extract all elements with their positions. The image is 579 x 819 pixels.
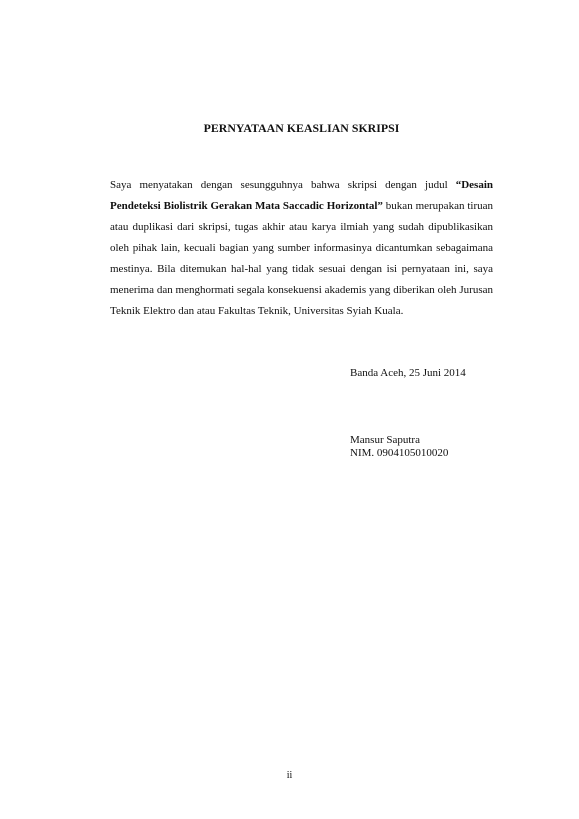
statement-paragraph — [110, 175, 493, 322]
statement-intro: Saya menyatakan dengan sesungguhnya bahwa skripsi dengan judul — [110, 179, 456, 191]
place-date: Banda Aceh, 25 Juni 2014 — [350, 367, 466, 379]
statement-rest: bukan merupakan tiruan atau duplikasi dari skripsi, tugas akhir atau karya ilmiah yang sudah dipublikasikan oleh pihak lain, kecuali bagian yang sumber informasinya dicantumkan sebagaimana mestinya. Bila ditemukan hal-hal yang tidak sesuai dengan isi pernyataan ini, saya menerima dan menghormati segala konsekuensi akademis yang diberikan oleh Jurusan Teknik Elektro dan atau Fakultas Teknik, Universitas Syiah Kuala. — [110, 200, 493, 317]
page-number: ii — [286, 770, 293, 781]
page-title: PERNYATAAN KEASLIAN SKRIPSI — [203, 121, 400, 135]
signer-block — [350, 434, 448, 460]
signer-name: Mansur Saputra — [350, 434, 420, 446]
signer-nim: NIM. 0904105010020 — [350, 447, 449, 459]
thesis-title: “Desain Pendeteksi Biolistrik Gerakan Mata Saccadic Horizontal” — [110, 179, 493, 212]
